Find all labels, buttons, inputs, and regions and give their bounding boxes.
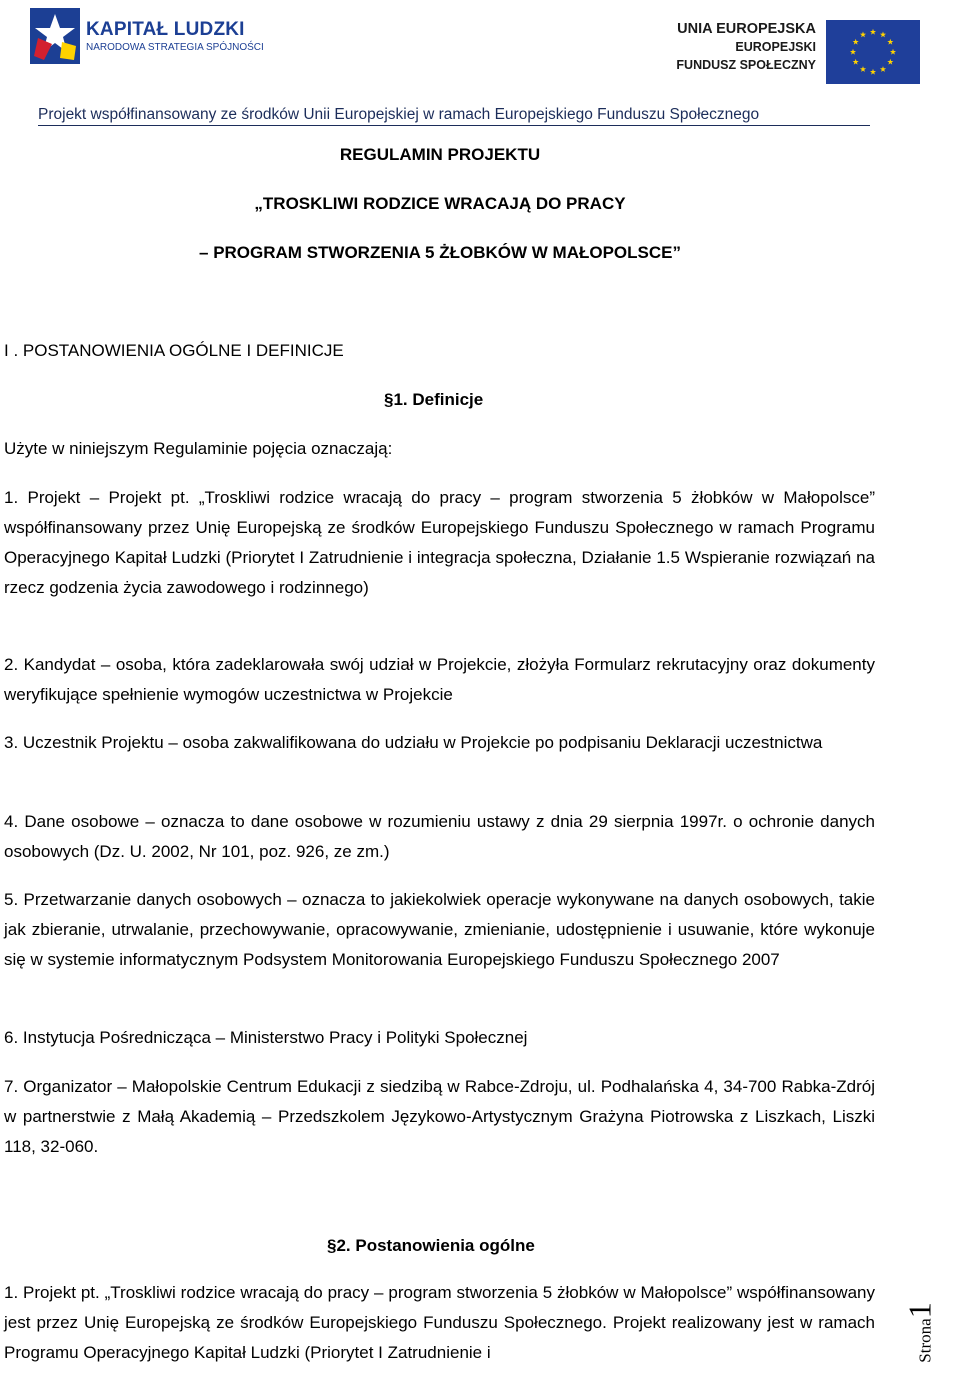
page-number-value: 1 <box>901 1302 938 1319</box>
project-subtitle: – PROGRAM STWORZENIA 5 ŻŁOBKÓW W MAŁOPOLSCE” <box>199 243 681 262</box>
kapital-ludzki-star-icon <box>30 8 80 64</box>
definition-item-3: 3. Uczestnik Projektu – osoba zakwalifikowana do udziału w Projekcie po podpisaniu Deklaracji uczestnictwa <box>4 733 823 752</box>
document-header <box>0 0 960 130</box>
page-number <box>901 1274 958 1384</box>
definition-item-2: 2. Kandydat – osoba, która zadeklarowała swój udział w Projekcie, złożyła Formularz rekrutacyjny oraz dokumenty weryfikujące spełnienie wymogów uczestnictwa w Projekcie <box>4 655 875 704</box>
eu-fund-logo <box>676 20 920 84</box>
eu-logo-line2: EUROPEJSKI <box>735 40 816 54</box>
logo-title: KAPITAŁ LUDZKI <box>86 19 245 40</box>
project-name-title: „TROSKLIWI RODZICE WRACAJĄ DO PRACY <box>254 194 626 213</box>
logo-subtitle: NARODOWA STRATEGIA SPÓJNOŚCI <box>86 42 264 53</box>
paragraph-title-general: §2. Postanowienia ogólne <box>327 1236 535 1255</box>
cofinance-line: Projekt współfinansowany ze środków Unii Europejskiej w ramach Europejskiego Funduszu Społecznego <box>38 106 870 126</box>
kapital-ludzki-logo <box>30 8 264 64</box>
definitions-intro: Użyte w niniejszym Regulaminie pojęcia oznaczają: <box>4 439 393 458</box>
section-heading: I . POSTANOWIENIA OGÓLNE I DEFINICJE <box>4 341 344 360</box>
general-item-1: 1. Projekt pt. „Troskliwi rodzice wracają do pracy – program stworzenia 5 żłobków w Małopolsce” współfinansowany jest przez Unię Europejską ze środków Europejskiego Funduszu Społecznego. Projekt realizowany jest w ramach Programu Operacyjnego Kapitał Ludzki (Priorytet I Zatrudnienie i <box>4 1283 875 1362</box>
definition-item-6: 6. Instytucja Pośrednicząca – Ministerstwo Pracy i Polityki Społecznej <box>4 1028 528 1047</box>
definition-item-1: 1. Projekt – Projekt pt. „Troskliwi rodzice wracają do pracy – program stworzenia 5 żłobków w Małopolsce” współfinansowany przez Unię Europejską ze środków Europejskiego Funduszu Społecznego w ramach Programu Operacyjnego Kapitał Ludzki (Priorytet I Zatrudnienie i integracja społeczna, Działanie 1.5 Wspieranie rozwiązań na rzecz godzenia życia zawodowego i rodzinnego) <box>4 488 875 597</box>
page-label: Strona <box>915 1318 935 1363</box>
definition-item-7: 7. Organizator – Małopolskie Centrum Edukacji z siedzibą w Rabce-Zdroju, ul. Podhalańska 4, 34-700 Rabka-Zdrój w partnerstwie z Małą Akademią – Przedszkolem Językowo-Artystycznym Grażyna Piotrowska z Liszkach, Liszki 118, 32-060. <box>4 1077 875 1156</box>
eu-flag-icon <box>826 20 920 84</box>
eu-logo-line3: FUNDUSZ SPOŁECZNY <box>676 58 816 72</box>
document-title: REGULAMIN PROJEKTU <box>339 145 541 164</box>
paragraph-title-definitions: §1. Definicje <box>384 390 484 409</box>
eu-logo-line1: UNIA EUROPEJSKA <box>677 21 816 37</box>
definition-item-5: 5. Przetwarzanie danych osobowych – oznacza to jakiekolwiek operacje wykonywane na danych osobowych, takie jak zbieranie, utrwalanie, przechowywanie, opracowywanie, zmienianie, udostępnienie i usuwanie, które wykonuje się w systemie informatycznym Podsystem Monitorowania Europejskiego Funduszu Społecznego 2007 <box>4 890 875 969</box>
definition-item-4: 4. Dane osobowe – oznacza to dane osobowe w rozumieniu ustawy z dnia 29 sierpnia 1997r. o ochronie danych osobowych (Dz. U. 2002, Nr 101, poz. 926, ze zm.) <box>4 812 875 861</box>
